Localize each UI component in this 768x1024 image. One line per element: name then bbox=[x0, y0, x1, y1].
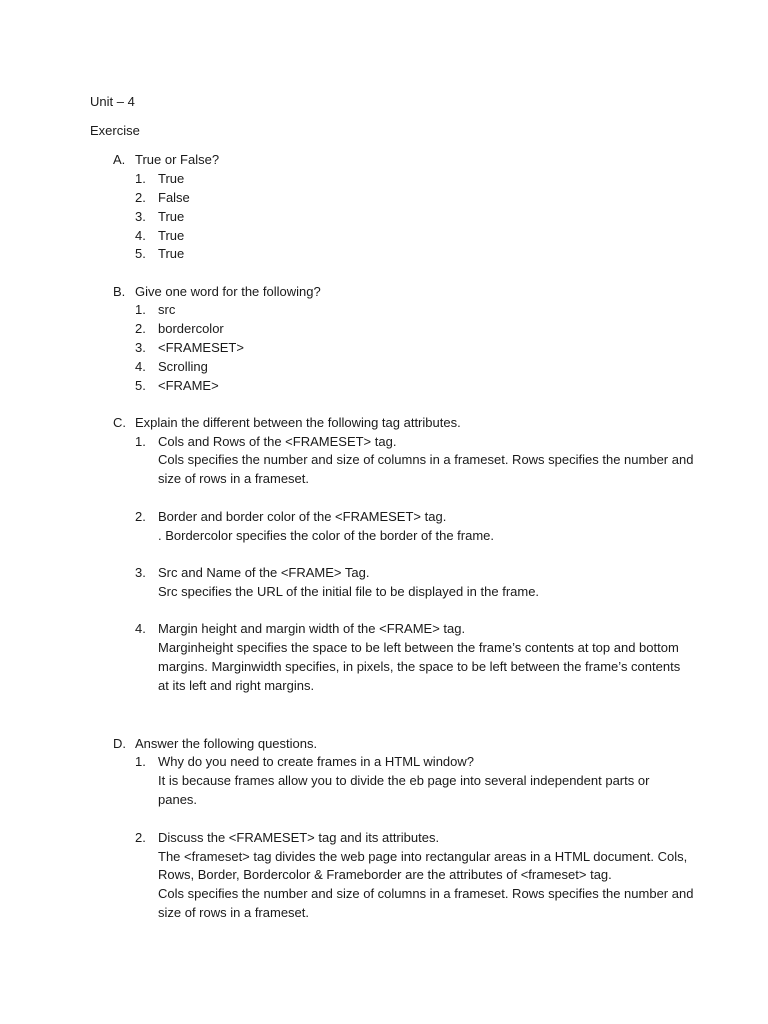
list-item-number: 2. bbox=[135, 321, 146, 336]
section-d-letter: D. bbox=[113, 736, 126, 751]
list-item: src bbox=[158, 302, 176, 317]
list-item-number: 2. bbox=[135, 830, 146, 845]
list-item: True bbox=[158, 209, 185, 224]
list-item-number: 2. bbox=[135, 190, 146, 205]
section-c-letter: C. bbox=[113, 415, 126, 430]
answer-text: margins. Marginwidth specifies, in pixels, the space to be left between the frame’s contents bbox=[158, 659, 681, 674]
answer-text: Marginheight specifies the space to be left between the frame’s contents at top and bottom bbox=[158, 640, 679, 655]
question-text: Discuss the <FRAMESET> tag and its attributes. bbox=[158, 830, 440, 845]
list-item-number: 3. bbox=[135, 209, 146, 224]
answer-text: size of rows in a frameset. bbox=[158, 905, 309, 920]
list-item: <FRAMESET> bbox=[158, 340, 244, 355]
list-item: <FRAME> bbox=[158, 378, 219, 393]
answer-text: size of rows in a frameset. bbox=[158, 471, 309, 486]
answer-text: Rows, Border, Bordercolor & Frameborder are the attributes of <frameset> tag. bbox=[158, 867, 612, 882]
list-item-number: 3. bbox=[135, 565, 146, 580]
answer-text: The <frameset> tag divides the web page into rectangular areas in a HTML document. Cols, bbox=[158, 849, 688, 864]
answer-text: panes. bbox=[158, 792, 198, 807]
list-item-number: 1. bbox=[135, 171, 146, 186]
exercise-heading: Exercise bbox=[90, 123, 140, 138]
question-text: Src and Name of the <FRAME> Tag. bbox=[158, 565, 370, 580]
section-b-title: Give one word for the following? bbox=[135, 284, 321, 299]
answer-text: at its left and right margins. bbox=[158, 678, 315, 693]
list-item: bordercolor bbox=[158, 321, 224, 336]
list-item-number: 5. bbox=[135, 378, 146, 393]
list-item-number: 5. bbox=[135, 246, 146, 261]
list-item: True bbox=[158, 171, 185, 186]
section-a-letter: A. bbox=[113, 152, 126, 167]
list-item-number: 4. bbox=[135, 621, 146, 636]
section-c-title: Explain the different between the following tag attributes. bbox=[135, 415, 461, 430]
list-item: True bbox=[158, 246, 185, 261]
answer-text: . Bordercolor specifies the color of the border of the frame. bbox=[158, 528, 495, 543]
answer-text: Cols specifies the number and size of columns in a frameset. Rows specifies the number and bbox=[158, 452, 694, 467]
question-text: Cols and Rows of the <FRAMESET> tag. bbox=[158, 434, 397, 449]
list-item-number: 1. bbox=[135, 754, 146, 769]
unit-heading: Unit – 4 bbox=[90, 94, 135, 109]
question-text: Margin height and margin width of the <FRAME> tag. bbox=[158, 621, 466, 636]
list-item-number: 3. bbox=[135, 340, 146, 355]
section-d-title: Answer the following questions. bbox=[135, 736, 318, 751]
list-item: Scrolling bbox=[158, 359, 208, 374]
section-a-title: True or False? bbox=[135, 152, 220, 167]
list-item-number: 4. bbox=[135, 228, 146, 243]
list-item-number: 4. bbox=[135, 359, 146, 374]
question-text: Border and border color of the <FRAMESET> tag. bbox=[158, 509, 447, 524]
list-item-number: 2. bbox=[135, 509, 146, 524]
answer-text: Cols specifies the number and size of columns in a frameset. Rows specifies the number and bbox=[158, 886, 694, 901]
answer-text: It is because frames allow you to divide the eb page into several independent parts or bbox=[158, 773, 650, 788]
section-b-letter: B. bbox=[113, 284, 126, 299]
list-item-number: 1. bbox=[135, 434, 146, 449]
list-item-number: 1. bbox=[135, 302, 146, 317]
answer-text: Src specifies the URL of the initial file to be displayed in the frame. bbox=[158, 584, 540, 599]
list-item: False bbox=[158, 190, 190, 205]
question-text: Why do you need to create frames in a HTML window? bbox=[158, 754, 474, 769]
list-item: True bbox=[158, 228, 185, 243]
